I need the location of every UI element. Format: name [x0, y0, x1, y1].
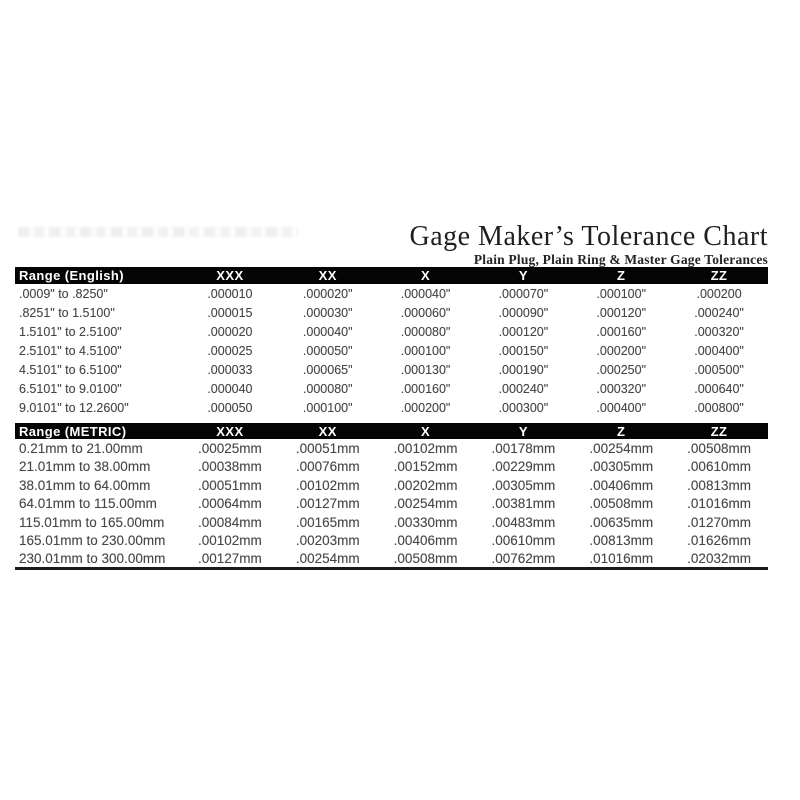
tolerance-value-cell: .000080" [400, 324, 451, 339]
tolerance-value-cell: .000080" [302, 381, 353, 396]
tolerance-value-cell: .000160" [400, 381, 451, 396]
tolerance-value-cell: .000025 [207, 343, 253, 358]
range-cell: 115.01mm to 165.00mm [19, 514, 165, 530]
range-column-header: Range (METRIC) [15, 423, 181, 439]
tolerance-value-cell: .00165mm [295, 514, 360, 530]
tolerance-value-cell: .000250" [596, 362, 647, 377]
english-header-row [15, 267, 768, 284]
page-subtitle: Plain Plug, Plain Ring & Master Gage Tolerances [473, 252, 768, 267]
tolerance-value-cell: .00508mm [589, 496, 654, 512]
tolerance-value-cell: .00508mm [687, 440, 751, 456]
tolerance-value-cell: .000130" [400, 362, 451, 377]
tolerance-value-cell: .00152mm [393, 459, 458, 475]
tolerance-value-cell: .000015 [207, 305, 253, 320]
range-cell: 0.21mm to 21.00mm [19, 440, 143, 456]
table-row [15, 513, 768, 532]
tolerance-class-header: XX [279, 267, 377, 284]
tolerance-value-cell: .00178mm [491, 440, 556, 456]
range-cell: 9.0101" to 12.2600" [19, 400, 129, 415]
tolerance-value-cell: .00813mm [589, 533, 654, 549]
tolerance-class-header: X [377, 423, 475, 439]
range-column-header: Range (English) [15, 267, 181, 284]
tolerance-value-cell: .000200" [596, 343, 647, 358]
table-row [15, 458, 768, 477]
tolerance-value-cell: .00305mm [589, 459, 654, 475]
tolerance-value-cell: .01270mm [687, 514, 751, 530]
tolerance-value-cell: .000150" [498, 343, 549, 358]
tolerance-value-cell: .00406mm [393, 533, 458, 549]
table-row [15, 550, 768, 569]
tolerance-value-cell: .00127mm [295, 496, 360, 512]
tolerance-value-cell: .000100" [400, 343, 451, 358]
range-cell: 21.01mm to 38.00mm [19, 459, 151, 475]
tolerance-value-cell: .00635mm [589, 514, 654, 530]
tolerance-value-cell: .000033 [207, 362, 253, 377]
tolerance-value-cell: .00305mm [491, 477, 556, 493]
range-cell: 38.01mm to 64.00mm [19, 477, 151, 493]
tolerance-class-header: ZZ [670, 423, 768, 439]
page-title: Gage Maker’s Tolerance Chart [409, 221, 768, 252]
tolerance-class-header: XXX [181, 267, 279, 284]
tolerance-value-cell: .000050 [207, 400, 253, 415]
table-row [15, 322, 768, 341]
tolerance-value-cell: .000120" [498, 324, 549, 339]
tolerance-value-cell: .000100" [302, 400, 353, 415]
table-row [15, 476, 768, 495]
table-row [15, 495, 768, 514]
faint-scan-artifact [18, 227, 298, 237]
tolerance-value-cell: .000040" [400, 286, 451, 301]
tolerance-value-cell: .000200 [696, 286, 742, 301]
tolerance-value-cell: .000200" [400, 400, 451, 415]
tolerance-value-cell: .000010 [207, 286, 253, 301]
tolerance-value-cell: .00610mm [491, 533, 556, 549]
tolerance-value-cell: .00254mm [589, 440, 654, 456]
tolerance-value-cell: .00813mm [687, 477, 751, 493]
tolerance-value-cell: .000400" [694, 343, 744, 358]
tolerance-value-cell: .000240" [498, 381, 549, 396]
tolerance-value-cell: .000500" [694, 362, 744, 377]
tolerance-class-header: ZZ [670, 267, 768, 284]
tolerance-class-header: Z [572, 267, 670, 284]
tolerance-value-cell: .00406mm [589, 477, 654, 493]
table-row [15, 341, 768, 360]
tolerance-value-cell: .00762mm [491, 551, 556, 566]
tolerance-value-cell: .000160" [596, 324, 647, 339]
tolerance-value-cell: .00076mm [295, 459, 360, 475]
tolerance-value-cell: .00381mm [491, 496, 556, 512]
tolerance-value-cell: .00051mm [295, 440, 360, 456]
tolerance-value-cell: .00038mm [198, 459, 262, 475]
tolerance-value-cell: .000020 [207, 324, 253, 339]
tolerance-value-cell: .00102mm [393, 440, 458, 456]
tolerance-class-header: XXX [181, 423, 279, 439]
tolerance-value-cell: .01016mm [589, 551, 654, 566]
tolerance-value-cell: .000240" [694, 305, 744, 320]
tolerance-value-cell: .000100" [596, 286, 647, 301]
tolerance-value-cell: .00202mm [393, 477, 458, 493]
title-block [409, 221, 768, 267]
table-row [15, 303, 768, 322]
metric-tolerance-table [15, 423, 768, 570]
tolerance-value-cell: .00610mm [687, 459, 751, 475]
range-cell: .8251" to 1.5100" [19, 305, 115, 320]
range-cell: 230.01mm to 300.00mm [19, 551, 166, 566]
tolerance-value-cell: .000070" [498, 286, 549, 301]
table-row [15, 284, 768, 303]
tolerance-value-cell: .000190" [498, 362, 549, 377]
table-row [15, 398, 768, 417]
range-cell: 6.5101" to 9.0100" [19, 381, 122, 396]
tolerance-value-cell: .00508mm [393, 551, 458, 566]
tolerance-class-header: X [377, 267, 475, 284]
tolerance-value-cell: .00254mm [393, 496, 458, 512]
tolerance-value-cell: .00064mm [198, 496, 262, 512]
tolerance-value-cell: .000120" [596, 305, 647, 320]
range-cell: .0009" to .8250" [19, 286, 108, 301]
tolerance-value-cell: .000300" [498, 400, 549, 415]
tolerance-value-cell: .00127mm [198, 551, 262, 566]
tolerance-value-cell: .00229mm [491, 459, 556, 475]
tolerance-value-cell: .000065" [302, 362, 353, 377]
range-cell: 2.5101" to 4.5100" [19, 343, 122, 358]
tolerance-value-cell: .000640" [694, 381, 744, 396]
tolerance-value-cell: .00203mm [295, 533, 360, 549]
range-cell: 165.01mm to 230.00mm [19, 533, 166, 549]
tolerance-value-cell: .01626mm [687, 533, 751, 549]
tolerance-value-cell: .000320" [596, 381, 647, 396]
tolerance-value-cell: .01016mm [687, 496, 751, 512]
table-row [15, 439, 768, 458]
tolerance-value-cell: .000090" [498, 305, 549, 320]
tolerance-class-header: Y [474, 423, 572, 439]
tolerance-value-cell: .02032mm [687, 551, 751, 566]
tolerance-value-cell: .00084mm [198, 514, 262, 530]
tolerance-value-cell: .000800" [694, 400, 744, 415]
table-row [15, 360, 768, 379]
tolerance-value-cell: .00102mm [295, 477, 360, 493]
tolerance-value-cell: .000020" [302, 286, 353, 301]
tolerance-class-header: Y [474, 267, 572, 284]
range-cell: 1.5101" to 2.5100" [19, 324, 122, 339]
tolerance-value-cell: .000040" [302, 324, 353, 339]
tolerance-value-cell: .000060" [400, 305, 451, 320]
tolerance-value-cell: .00254mm [295, 551, 360, 566]
tolerance-value-cell: .000040 [207, 381, 253, 396]
table-row [15, 379, 768, 398]
english-tolerance-table [15, 267, 768, 417]
metric-header-row [15, 423, 768, 439]
tolerance-value-cell: .00051mm [198, 477, 262, 493]
tolerance-value-cell: .000050" [302, 343, 353, 358]
tolerance-class-header: Z [572, 423, 670, 439]
range-cell: 4.5101" to 6.5100" [19, 362, 122, 377]
tolerance-value-cell: .000030" [302, 305, 353, 320]
tolerance-value-cell: .000400" [596, 400, 647, 415]
tolerance-value-cell: .000320" [694, 324, 744, 339]
range-cell: 64.01mm to 115.00mm [19, 496, 157, 512]
tolerance-value-cell: .00483mm [491, 514, 556, 530]
tolerance-value-cell: .00102mm [198, 533, 262, 549]
table-row [15, 532, 768, 551]
tolerance-class-header: XX [279, 423, 377, 439]
tolerance-value-cell: .00025mm [198, 440, 262, 456]
tolerance-value-cell: .00330mm [393, 514, 458, 530]
